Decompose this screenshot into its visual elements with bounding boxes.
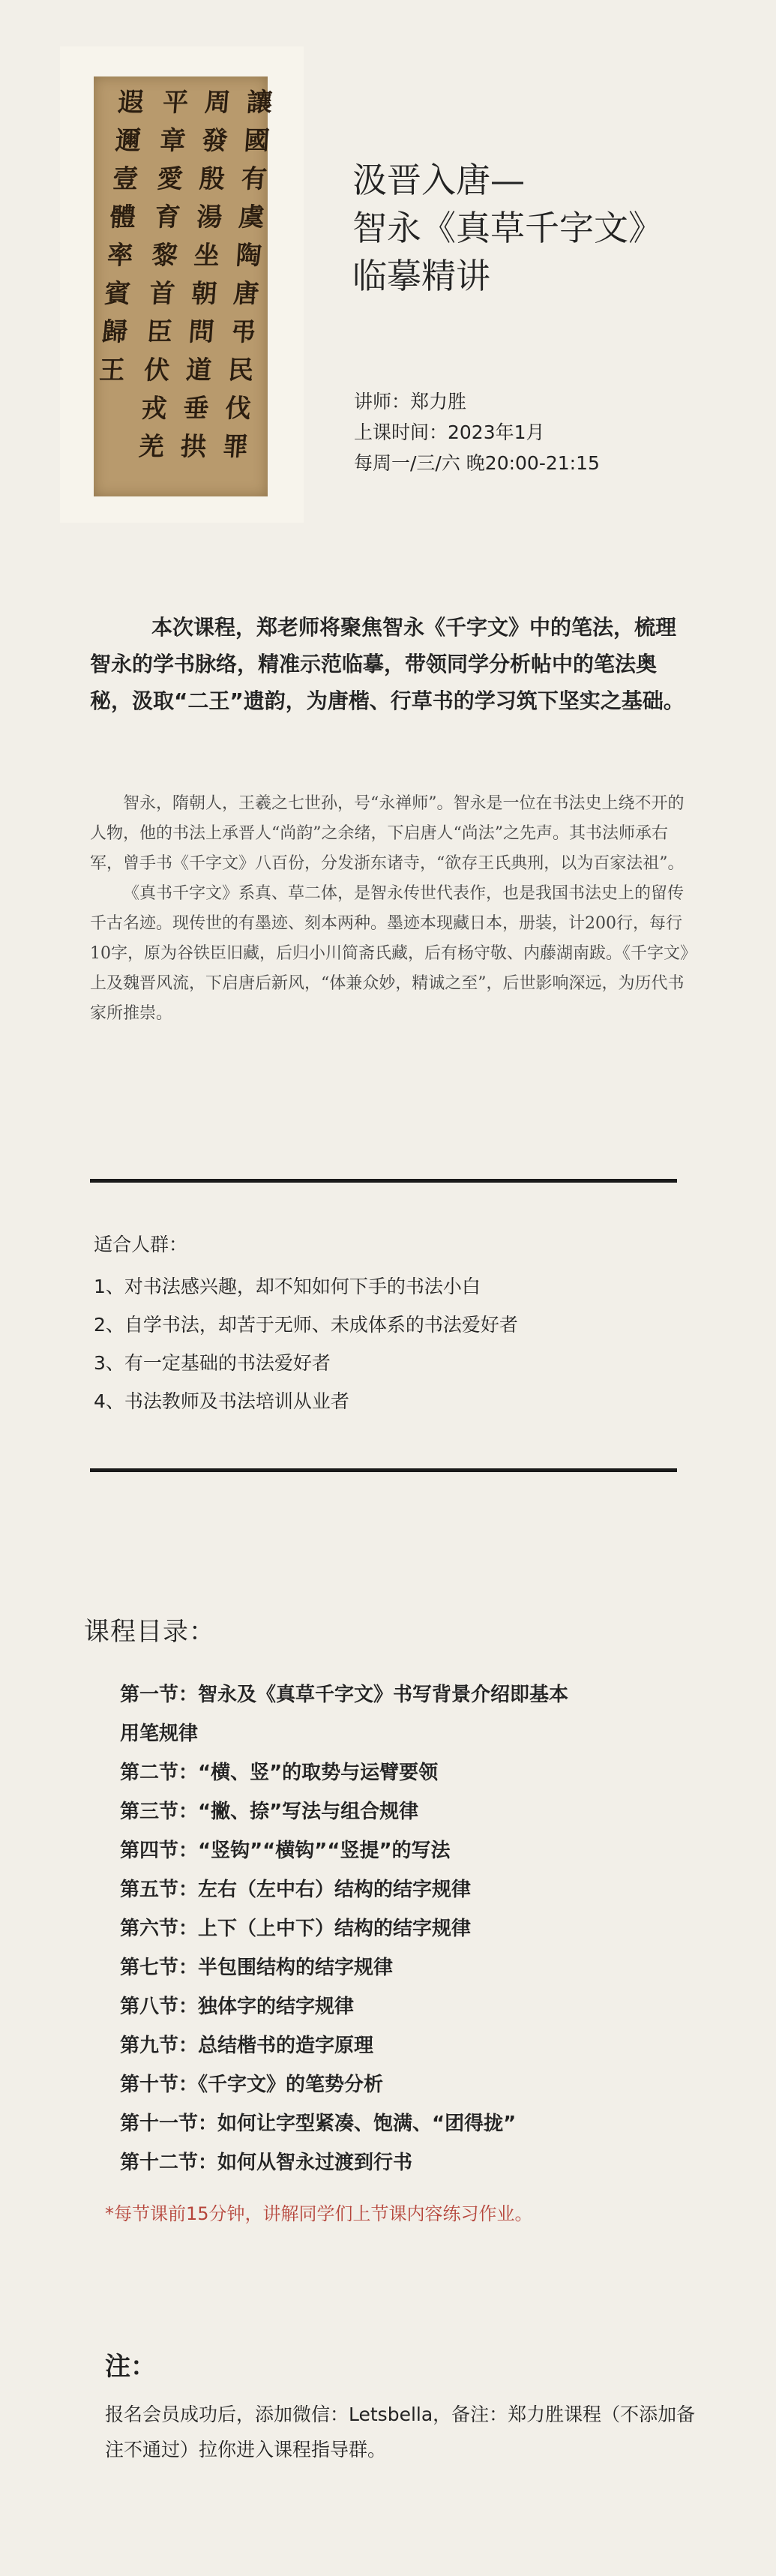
list-item: 3、有一定基础的书法爱好者 (94, 1352, 331, 1374)
calligraphy-glyph: 體 (109, 202, 137, 232)
list-item: 4、书法教师及书法培训从业者 (94, 1390, 349, 1412)
calligraphy-glyph: 垂 (182, 394, 210, 424)
calligraphy-glyph: 發 (201, 126, 229, 156)
notice-text: 报名会员成功后，添加微信：Letsbella，备注：郑力胜课程（不添加备注不通过）拉你进入课程指导群。 (105, 2404, 696, 2461)
audience-title: 适合人群： (94, 1234, 188, 1255)
list-item: 第十二节：如何从智永过渡到行书 (120, 2152, 413, 2174)
calligraphy-glyph: 羌 (137, 432, 166, 462)
calligraphy-glyph: 伐 (224, 394, 252, 424)
calligraphy-glyph: 陶 (235, 241, 263, 271)
start-date: 上课时间：2023年1月 (354, 421, 545, 443)
calligraphy-glyph: 讓 (245, 88, 274, 118)
instructor: 讲师：郑力胜 (354, 391, 467, 412)
calligraphy-glyph: 問 (187, 317, 216, 347)
calligraphy-glyph: 歸 (100, 317, 129, 347)
calligraphy-glyph: 愛 (156, 164, 184, 194)
list-item: 第九节：总结楷书的造字原理 (120, 2035, 374, 2057)
list-item: 第十一节：如何让字型紧凑、饱满、“团得拢” (120, 2113, 517, 2135)
calligraphy-glyph: 坐 (193, 241, 221, 271)
notice-title: 注： (105, 2352, 156, 2382)
calligraphy-glyph: 壹 (111, 164, 139, 194)
calligraphy-glyph: 虞 (237, 202, 265, 232)
list-item: 第七节：半包围结构的结字规律 (120, 1957, 394, 1979)
calligraphy-glyph: 殷 (198, 164, 226, 194)
catalog-title: 课程目录： (84, 1617, 215, 1647)
intro-paragraph: 本次课程，郑老师将聚焦智永《千字文》中的笔法，梳理智永的学书脉络，精准示范临摹，带领同学分析帖中的笔法奥秘，汲取“二王”遗韵，为唐楷、行草书的学习筑下坚实之基础。 (90, 615, 685, 713)
calligraphy-glyph: 邇 (114, 126, 142, 156)
title-line: 智永《真草千字文》 (352, 208, 663, 248)
calligraphy-glyph: 率 (106, 241, 134, 271)
list-item: 第六节：上下（上中下）结构的结字规律 (120, 1918, 472, 1940)
calligraphy-image (60, 46, 304, 523)
title-line: 汲晋入唐— (352, 160, 525, 200)
calligraphy-glyph: 章 (159, 126, 187, 156)
audience-list (94, 1267, 518, 1420)
calligraphy-glyph: 道 (184, 355, 213, 385)
calligraphy-glyph: 遐 (117, 88, 145, 118)
calligraphy-glyph: 罪 (221, 432, 250, 462)
list-item: 第十节：《千字文》的笔势分析 (120, 2074, 384, 2096)
calligraphy-glyph: 平 (161, 88, 190, 118)
list-item: 用笔规律 (120, 1723, 199, 1745)
calligraphy-glyph: 拱 (179, 432, 208, 462)
list-item: 2、自学书法，却苦于无师、未成体系的书法爱好者 (94, 1314, 518, 1336)
bio-paragraph: 智永，隋朝人，王羲之七世孙，号“永禅师”。智永是一位在书法史上绕不开的人物，他的书法上承晋人“尚韵”之余绪，下启唐人“尚法”之先声。其书法师承右军，曾手书《千字文》八百份，分发浙东诸寺，“欲存王氏典刑，以为百家法祖”。 (90, 794, 685, 873)
catalog-list (120, 1675, 675, 2182)
schedule: 每周一/三/六 晚20:00-21:15 (354, 452, 600, 474)
calligraphy-glyph: 朝 (190, 279, 218, 309)
title-line: 临摹精讲 (352, 256, 490, 296)
calligraphy-glyph: 唐 (232, 279, 260, 309)
calligraphy-glyph: 周 (203, 88, 232, 118)
calligraphy-glyph: 賓 (103, 279, 132, 309)
calligraphy-glyph: 湯 (195, 202, 223, 232)
calligraphy-paper (94, 76, 274, 496)
list-item: 1、对书法感兴趣，却不知如何下手的书法小白 (94, 1276, 481, 1297)
calligraphy-glyph: 臣 (145, 317, 174, 347)
calligraphy-glyph: 民 (226, 355, 255, 385)
calligraphy-glyph: 黎 (151, 241, 179, 271)
calligraphy-glyph: 首 (148, 279, 176, 309)
divider (90, 1468, 677, 1472)
list-item: 第五节：左右（左中右）结构的结字规律 (120, 1879, 472, 1901)
homework-note: *每节课前15分钟，讲解同学们上节课内容练习作业。 (105, 2203, 533, 2224)
course-info (354, 386, 600, 478)
calligraphy-glyph: 育 (153, 202, 181, 232)
course-title (352, 156, 742, 300)
calligraphy-glyph: 國 (243, 126, 271, 156)
bio-section (90, 789, 690, 1029)
list-item: 第一节：智永及《真草千字文》书写背景介绍即基本 (120, 1684, 569, 1706)
list-item: 第四节：“竖钩”“横钩”“竖提”的写法 (120, 1840, 451, 1862)
list-item: 第三节：“撇、捺”写法与组合规律 (120, 1801, 419, 1823)
calligraphy-glyph: 有 (240, 164, 268, 194)
divider (90, 1179, 677, 1183)
calligraphy-glyph: 戎 (140, 394, 168, 424)
list-item: 第二节：“横、竖”的取势与运臂要领 (120, 1762, 439, 1784)
calligraphy-glyph: 伏 (142, 355, 171, 385)
list-item: 第八节：独体字的结字规律 (120, 1996, 355, 2018)
calligraphy-glyph: 王 (98, 355, 126, 385)
bio-paragraph: 《真书千字文》系真、草二体，是智永传世代表作，也是我国书法史上的留传千古名迹。现传世的有墨迹、刻本两种。墨迹本现藏日本，册装，计200行，每行10字，原为谷铁臣旧藏，后归小川简斋氏藏，后有杨守敬、内藤湖南跋。《千字文》上及魏晋风流，下启唐后新风，“体兼众妙，精诚之至”，后世影响深远，为历代书家所推崇。 (90, 884, 688, 1023)
calligraphy-glyph: 弔 (229, 317, 258, 347)
